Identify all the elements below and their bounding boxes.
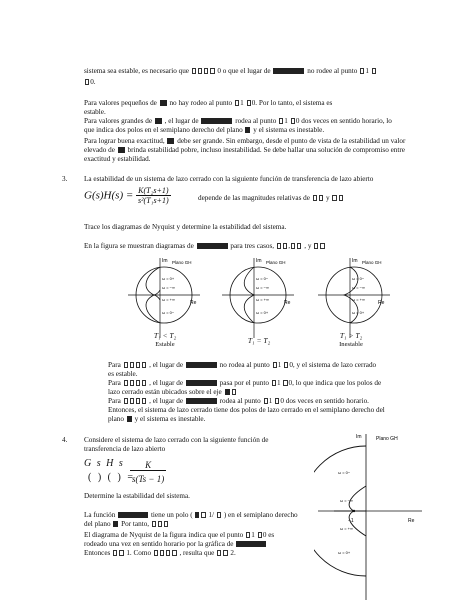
plot-caption-cond: T₁ = T₂ — [247, 336, 271, 345]
text-span: Entonces — [84, 549, 111, 557]
text-span: Por tanto, — [121, 520, 150, 528]
text-span: rodeado una vez en sentido horario por la gráfica de — [84, 540, 234, 548]
text-line: Determine la estabilidad del sistema. — [84, 492, 190, 500]
text-line — [108, 361, 376, 369]
omega-label: ω = −∞ — [352, 285, 365, 290]
text-line — [84, 155, 150, 163]
nyquist-figure-row — [126, 250, 394, 342]
text-line — [84, 126, 324, 134]
omega-label: ω = +∞ — [340, 526, 353, 531]
item-text: Considere el sistema de lazo cerrado con la siguiente función de — [84, 436, 269, 444]
text-span: y el sistema es inestable. — [253, 126, 325, 134]
text-span: ) en el semiplano derecho — [223, 511, 298, 519]
text-span: , y — [304, 242, 312, 250]
text-span: 1/ — [208, 511, 215, 519]
text-span: 0. — [90, 78, 96, 86]
text-span: 0, y el sistema de lazo cerrado — [289, 361, 377, 369]
text-span: no rodee al punto — [307, 67, 358, 75]
text-line: Entonces, el sistema de lazo cerrado tiene dos polos de lazo cerrado en el semiplano derecho del — [108, 406, 385, 414]
omega-label: ω = −∞ — [340, 498, 353, 503]
text-span: Para — [108, 397, 121, 405]
text-line — [84, 540, 267, 548]
re-label: Re — [190, 300, 197, 306]
text-span: para tres casos, — [230, 242, 275, 250]
text-span: Para — [108, 361, 121, 369]
text-span: rodea al punto — [219, 397, 261, 405]
text-line — [84, 137, 405, 145]
omega-label: ω = 0− — [338, 470, 351, 475]
omega-label: ω = +∞ — [256, 297, 269, 302]
item-text: transferencia de lazo abierto — [84, 445, 166, 453]
text-span: 1 — [251, 531, 255, 539]
text-line — [84, 146, 405, 154]
text-line — [108, 415, 205, 423]
text-span: 1 — [284, 117, 288, 125]
text-line — [84, 511, 298, 519]
text-span: no hay rodeo al punto — [169, 99, 233, 107]
text-span: 0. Por lo tanto, el sistema es — [251, 99, 333, 107]
omega-label: ω = 0− — [352, 276, 365, 281]
item-number: 3. — [62, 175, 68, 183]
text-span: Para valores pequeños de — [84, 99, 157, 107]
re-label: Re — [408, 518, 415, 524]
omega-label: ω = 0+ — [338, 550, 351, 555]
text-line — [84, 108, 106, 116]
text-line — [84, 520, 169, 528]
text-line — [84, 531, 274, 539]
text-span: Para valores grandes de — [84, 117, 153, 125]
text-span: pasa por el punto — [219, 379, 269, 387]
text-span: no rodea al punto — [219, 361, 270, 369]
text-span: , el lugar de — [149, 379, 184, 387]
text-span: plano — [108, 415, 124, 423]
omega-label: ω = 0+ — [352, 310, 365, 315]
text-span: debe ser grande. Sin embargo, desde el punto de vista de la estabilidad un valor — [177, 137, 406, 145]
re-label: Re — [378, 300, 385, 306]
text-span: lazo cerrado están ubicados sobre el eje — [108, 388, 222, 396]
text-span: 0, lo que indica que los polos de — [288, 379, 382, 387]
text-line — [84, 549, 236, 557]
text-span: , el lugar de — [149, 361, 184, 369]
eq-numerator: K — [130, 460, 166, 471]
item-number: 4. — [62, 436, 68, 444]
eq-fraction — [136, 186, 171, 205]
re-label: Re — [284, 300, 291, 306]
nyquist-plot-3 — [318, 258, 390, 338]
text-line: En la figura se muestran diagramas de para tres casos, , , y — [84, 242, 326, 250]
text-span: y — [325, 194, 330, 202]
text-span: 1 — [365, 67, 369, 75]
plane-title: Plano GH — [172, 260, 192, 265]
plot-caption-state: Estable — [155, 341, 175, 348]
text-span: 1 — [268, 397, 273, 405]
text-span: En la figura se muestran diagramas de — [84, 242, 194, 250]
minus-one-label: −1 — [348, 518, 354, 524]
text-span: , el lugar de — [164, 117, 199, 125]
im-label: Im — [352, 258, 358, 264]
omega-label: ω = 0− — [162, 310, 175, 315]
text-span: La función — [84, 511, 116, 519]
omega-label: ω = +∞ — [352, 297, 365, 302]
item-text: La estabilidad de un sistema de lazo cerrado con la siguiente función de transferencia de lazo abierto — [84, 175, 374, 183]
omega-label: ω = −∞ — [256, 285, 269, 290]
text-span: y el sistema es inestable. — [134, 415, 206, 423]
eq-paren: ( ) ( ) = — [88, 472, 135, 483]
nyquist-plot-1 — [128, 258, 200, 338]
omega-label: ω = 0+ — [256, 310, 269, 315]
text-span: 1 — [277, 361, 282, 369]
text-span: 1. Como — [126, 549, 152, 557]
text-span: Para — [108, 379, 121, 387]
text-line: Trace los diagramas de Nyquist y determine la estabilidad del sistema. — [84, 223, 287, 231]
eq-denominator: s(Ts − 1) — [132, 474, 165, 484]
text-span: tiene un polo ( — [150, 511, 193, 519]
plane-title: Plano GH — [362, 260, 382, 265]
plot-caption-state: Inestable — [339, 341, 363, 348]
text-span: 1 — [276, 379, 281, 387]
text-span: 2. — [230, 549, 236, 557]
text-line — [108, 379, 381, 387]
text-line — [84, 99, 332, 107]
text-line — [84, 67, 377, 75]
eq-numerator: K(T₂s+1) — [136, 186, 171, 196]
omega-label: ω = 0+ — [162, 276, 175, 281]
text-span: , el lugar de — [149, 397, 184, 405]
text-line: es estable. — [108, 370, 138, 378]
text-span: , resulta que — [179, 549, 215, 557]
text-span: 0 o que el lugar de — [217, 67, 271, 75]
text-line — [84, 117, 392, 125]
text-span: rodea al punto — [235, 117, 277, 125]
text-line — [108, 388, 237, 396]
im-label: Im — [162, 258, 168, 264]
text-span: El diagrama de Nyquist de la figura indica que el punto — [84, 531, 244, 539]
nyquist-plot-2 — [222, 258, 294, 338]
omega-label: ω = −∞ — [162, 285, 175, 290]
text-span: 0 dos veces en sentido horario, lo — [295, 117, 392, 125]
text-line — [84, 78, 96, 86]
im-label: Im — [356, 434, 362, 440]
nyquist-plot-item4 — [314, 426, 424, 602]
omega-label: ω = +∞ — [162, 297, 175, 302]
eq-fraction — [130, 460, 166, 484]
plane-title: Plano GH — [266, 260, 286, 265]
text-span: del plano — [84, 520, 111, 528]
text-line — [108, 397, 369, 405]
text-span: 0 es — [262, 531, 275, 539]
text-span: 1 — [240, 99, 244, 107]
text-span: que indica dos polos en el semiplano derecho del plano — [84, 126, 243, 134]
text-span: sistema sea estable, es necesario que — [84, 67, 189, 75]
plot-caption-cond: T₁ < T₂ — [153, 331, 177, 340]
text-span: brinda estabilidad pobre, incluso inestabilidad. Se debe hallar una solución de compromiso entre — [127, 146, 405, 154]
equation — [84, 186, 171, 205]
eq-lhs: G s H s — [84, 458, 125, 469]
text-span: Para lograr buena exactitud, — [84, 137, 165, 145]
im-label: Im — [256, 258, 262, 264]
eq-denominator: s²(T₁s+1) — [138, 196, 169, 205]
text-span: elevado de — [84, 146, 115, 154]
text-line — [198, 194, 344, 202]
omega-label: ω = 0− — [256, 276, 269, 281]
text-span: 0 dos veces en sentido horario. — [280, 397, 369, 405]
text-span: estable. — [84, 108, 106, 116]
eq-lhs: G(s)H(s) = — [84, 189, 134, 202]
text-span: depende de las magnitudes relativas de — [198, 194, 310, 202]
plot-caption-cond: T₁ > T₂ — [339, 331, 363, 340]
text-span: exactitud y estabilidad. — [84, 155, 151, 163]
plane-title: Plano GH — [376, 436, 398, 442]
